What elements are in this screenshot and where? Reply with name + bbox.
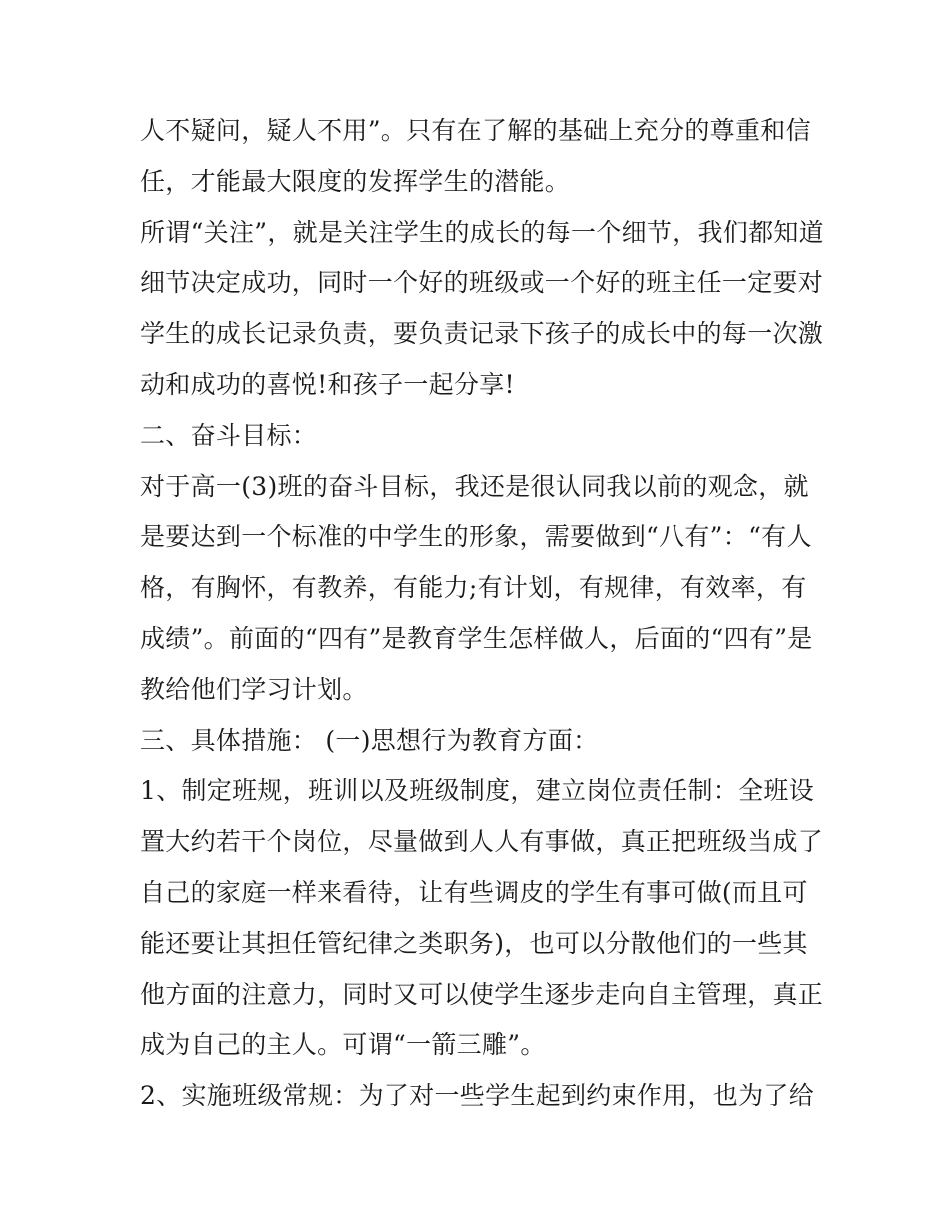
text-line: 动和成功的喜悦!和孩子一起分享! [140, 369, 515, 399]
text-line: 能还要让其担任管纪律之类职务)，也可以分散他们的一些其 [140, 928, 808, 958]
text-line: 人不疑问，疑人不用”。只有在了解的基础上充分的尊重和信 [140, 116, 811, 145]
section-heading-measures: 三、具体措施： (一)思想行为教育方面： [140, 725, 599, 755]
text-line: 任，才能最大限度的发挥学生的潜能。 [140, 166, 571, 196]
text-line: 是要达到一个标准的中学生的形象，需要做到“八有”：“有人 [140, 522, 812, 552]
text-line: 教给他们学习计划。 [140, 674, 368, 704]
text-line: 他方面的注意力，同时又可以使学生逐步走向自主管理，真正 [140, 979, 824, 1009]
text-line: 格，有胸怀，有教养，有能力;有计划，有规律，有效率，有 [140, 573, 807, 603]
text-line: 成为自己的主人。可谓“一箭三雕”。 [140, 1030, 546, 1060]
section-heading-goals: 二、奋斗目标： [140, 420, 318, 450]
text-line: 细节决定成功，同时一个好的班级或一个好的班主任一定要对 [140, 268, 824, 298]
list-item-2: 2、实施班级常规：为了对一些学生起到约束作用，也为了给 [140, 1081, 815, 1111]
list-item-1: 1、制定班规，班训以及班级制度，建立岗位责任制：全班设 [140, 776, 815, 806]
text-line: 所谓“关注”，就是关注学生的成长的每一个细节，我们都知道 [140, 217, 824, 247]
text-line: 成绩”。前面的“四有”是教育学生怎样做人，后面的“四有”是 [140, 623, 813, 653]
text-line: 学生的成长记录负责，要负责记录下孩子的成长中的每一次激 [140, 319, 824, 349]
text-line: 自己的家庭一样来看待，让有些调皮的学生有事可做(而且可 [140, 877, 808, 907]
body-text [140, 106, 830, 1122]
text-line: 对于高一(3)班的奋斗目标，我还是很认同我以前的观念，就 [140, 471, 809, 501]
text-line: 置大约若干个岗位，尽量做到人人有事做，真正把班级当成了 [140, 827, 824, 857]
